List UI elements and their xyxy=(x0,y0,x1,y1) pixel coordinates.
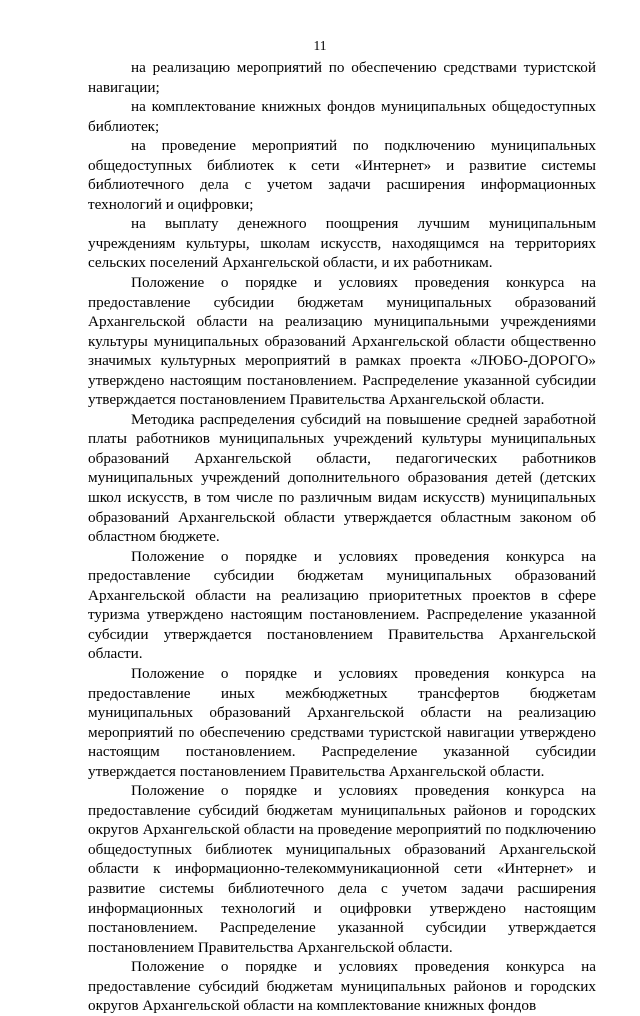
paragraph-tourist-navigation-item: на реализацию мероприятий по обеспечению средствами туристской навигации; xyxy=(88,59,596,96)
paragraph-tourist-navigation-regulation: Положение о порядке и условиях проведения конкурса на предоставление иных межбюджетных трансфертов бюджетам муниципальных образований Архангельской области на реализацию мероприятий по обеспечению средствами туристской навигации утверждено настоящим постановлением. Распределение указанной субсидии утверждается постановлением Правительства Архангельской области. xyxy=(88,664,596,780)
page-number: 11 xyxy=(313,38,327,53)
paragraph-salary-methodology: Методика распределения субсидий на повышение средней заработной платы работников муниципальных учреждений культуры муниципальных образований Архангельской области, педагогических работников муниципальных учреждений дополнительного образования детей (детских школ искусств, в том числе по различным видам искусств) муниципальных образований Архангельской области утверждается областным законом об областном бюджете. xyxy=(88,410,596,546)
paragraph-incentive-payment-item: на выплату денежного поощрения лучшим муниципальным учреждениям культуры, школам искусств, находящимся на территориях сельских поселений Архангельской области, и их работникам. xyxy=(88,215,596,272)
paragraph-book-funds-item: на комплектование книжных фондов муниципальных общедоступных библиотек; xyxy=(88,98,596,135)
document-body xyxy=(88,58,596,1016)
paragraph-internet-libraries-item: на проведение мероприятий по подключению муниципальных общедоступных библиотек к сети «Интернет» и развитие системы библиотечного дела с учетом задачи расширения информационных технологий и оцифровки; xyxy=(88,137,596,213)
paragraph-tourism-projects-regulation: Положение о порядке и условиях проведения конкурса на предоставление субсидии бюджетам муниципальных образований Архангельской области на реализацию приоритетных проектов в сфере туризма утверждено настоящим постановлением. Распределение указанной субсидии утверждается постановлением Правительства Архангельской области. xyxy=(88,547,596,663)
paragraph-lyubo-dorogo-regulation: Положение о порядке и условиях проведения конкурса на предоставление субсидии бюджетам муниципальных образований Архангельской области на реализацию муниципальными учреждениями культуры муниципальных образований Архангельской области общественно значимых культурных мероприятий в рамках проекта «ЛЮБО-ДОРОГО» утверждено настоящим постановлением. Распределение указанной субсидии утверждается постановлением Правительства Архангельской области. xyxy=(88,274,596,409)
paragraph-library-internet-regulation: Положение о порядке и условиях проведения конкурса на предоставление субсидий бюджетам муниципальных районов и городских округов Архангельской области на проведение мероприятий по подключению общедоступных библиотек муниципальных образований Архангельской области к информационно-телекоммуникационной сети «Интернет» и развитие системы библиотечного дела с учетом задачи расширения информационных технологий и оцифровки утверждено настоящим постановлением. Распределение указанной субсидии утверждается постановлением Правительства Архангельской области. xyxy=(88,782,596,956)
paragraph-book-funds-regulation: Положение о порядке и условиях проведения конкурса на предоставление субсидий бюджетам муниципальных районов и городских округов Архангельской области на комплектование книжных фондов xyxy=(88,958,596,1015)
